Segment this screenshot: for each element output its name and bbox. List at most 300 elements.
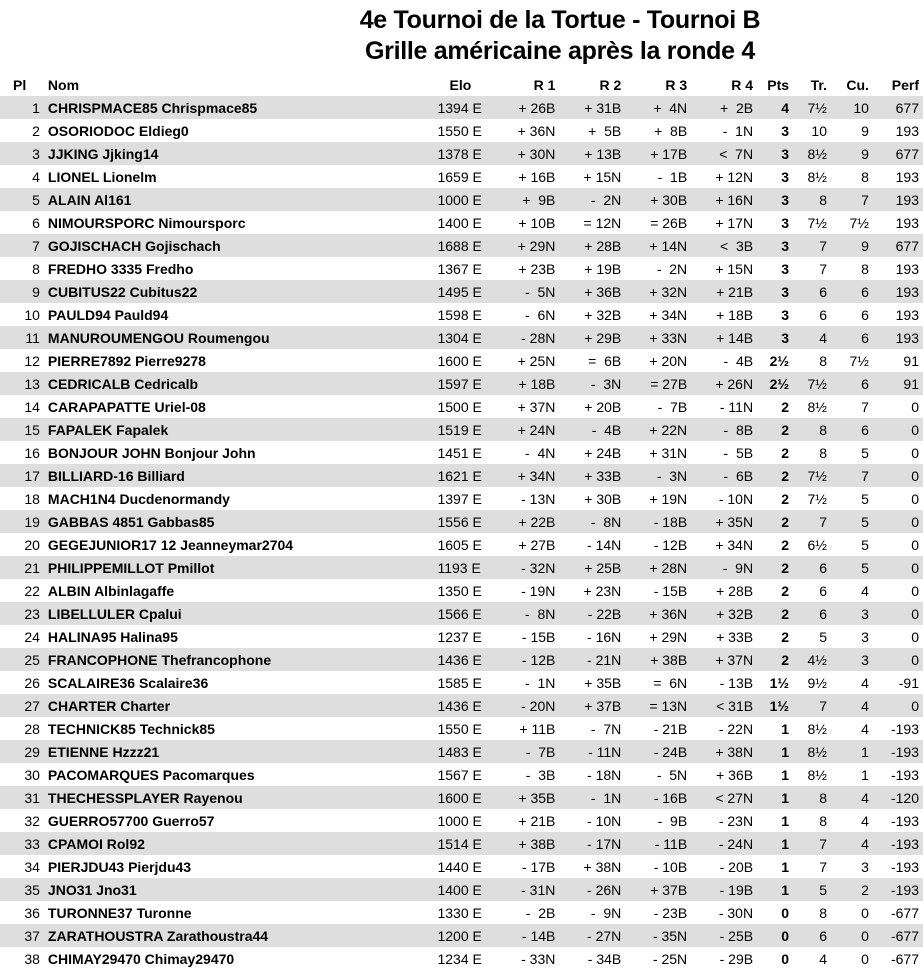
cell-pl: 14 xyxy=(24,398,40,415)
cell-pts: 2 xyxy=(781,536,790,553)
cell-elo: 1483 E xyxy=(437,740,499,763)
cell-r2: = 6B xyxy=(588,352,622,369)
cell-tr: 6 xyxy=(819,306,827,323)
cell-elo: 1200 E xyxy=(437,924,499,947)
cell-r1: - 28N xyxy=(499,326,557,349)
table-row xyxy=(0,556,923,579)
cell-pl: 8 xyxy=(32,260,40,277)
table-row xyxy=(0,303,923,326)
cell-pts: 0 xyxy=(781,950,790,967)
cell-elo: 1598 E xyxy=(437,306,482,323)
cell-r2: + 28B xyxy=(557,234,623,257)
cell-r1: - 4N xyxy=(525,444,556,461)
cell-r3: + 38B xyxy=(623,648,689,671)
cell-nom: TURONNE37 Turonne xyxy=(47,904,192,921)
cell-tr: 4 xyxy=(795,326,833,349)
cell-r2: - 14N xyxy=(587,536,622,553)
cell-pts: 2 xyxy=(781,490,790,507)
cell-pts: 0 xyxy=(781,904,790,921)
cell-cu: 8 xyxy=(861,168,869,185)
cell-tr: 7 xyxy=(819,858,827,875)
cell-elo: 1436 E xyxy=(437,648,499,671)
table-row xyxy=(0,694,923,717)
cell-elo: 1330 E xyxy=(437,904,482,921)
cell-r4: - 29B xyxy=(719,950,754,967)
cell-r1: + 21B xyxy=(518,812,556,829)
cell-perf: -193 xyxy=(890,720,919,737)
cell-cu: 5 xyxy=(861,444,869,461)
table-row xyxy=(0,418,923,441)
cell-nom: CHARTER Charter xyxy=(48,694,438,717)
cell-nom: GABBAS 4851 Gabbas85 xyxy=(48,510,438,533)
cell-perf: 193 xyxy=(879,188,923,211)
cell-r1: + 35B xyxy=(499,786,557,809)
cell-cu: 6 xyxy=(833,372,879,395)
cell-r4: - 25B xyxy=(689,924,755,947)
cell-elo: 1367 E xyxy=(437,260,482,277)
cell-nom: LIONEL Lionelm xyxy=(47,168,157,185)
cell-tr: 6 xyxy=(795,602,833,625)
cell-elo: 1556 E xyxy=(437,510,499,533)
cell-r1: + 24N xyxy=(499,418,557,441)
cell-r4: + 33B xyxy=(716,628,754,645)
cell-r3: + 14N xyxy=(623,234,689,257)
cell-elo: 1550 E xyxy=(437,720,482,737)
cell-nom: LIBELLULER Cpalui xyxy=(48,602,438,625)
table-row xyxy=(0,119,923,142)
cell-perf: 0 xyxy=(911,536,919,553)
cell-pl: 29 xyxy=(0,740,48,763)
cell-r3: - 25N xyxy=(652,950,688,967)
col-header-tr: Tr. xyxy=(810,76,827,93)
cell-elo: 1440 E xyxy=(437,858,482,875)
cell-r4: - 30N xyxy=(718,904,754,921)
cell-r2: + 24B xyxy=(584,444,622,461)
cell-r2: + 29B xyxy=(557,326,623,349)
cell-cu: 6 xyxy=(833,326,879,349)
col-header-cu: Cu. xyxy=(846,76,869,93)
cell-r2: + 23N xyxy=(583,582,622,599)
cell-r2: - 10N xyxy=(587,812,622,829)
cell-nom: CHRISPMACE85 Chrispmace85 xyxy=(48,96,438,119)
cell-pts: 2 xyxy=(781,398,790,415)
cell-r2: - 34B xyxy=(587,950,622,967)
cell-r2: - 2N xyxy=(557,188,623,211)
cell-pl: 27 xyxy=(0,694,48,717)
cell-r4: + 32B xyxy=(689,602,755,625)
cell-elo: 1600 E xyxy=(437,786,499,809)
cell-cu: 7½ xyxy=(849,352,869,369)
cell-r1: - 7B xyxy=(499,740,557,763)
cell-cu: 0 xyxy=(861,904,869,921)
cell-cu: 7 xyxy=(833,464,879,487)
cell-nom: CPAMOI Rol92 xyxy=(48,832,438,855)
cell-pts: 3 xyxy=(781,306,790,323)
cell-pl: 24 xyxy=(24,628,40,645)
cell-nom: PAULD94 Pauld94 xyxy=(47,306,169,323)
cell-r2: + 35B xyxy=(584,674,622,691)
cell-r3: - 2N xyxy=(656,260,688,277)
cell-r4: + 21B xyxy=(689,280,755,303)
cell-r1: - 20N xyxy=(499,694,557,717)
cell-r1: - 8N xyxy=(499,602,557,625)
cell-r2: - 4B xyxy=(557,418,623,441)
cell-r2: + 15N xyxy=(583,168,622,185)
cell-elo: 1688 E xyxy=(437,234,499,257)
cell-cu: 6 xyxy=(861,306,869,323)
cell-pl: 4 xyxy=(32,168,40,185)
cell-tr: 8 xyxy=(795,418,833,441)
cell-perf: 0 xyxy=(879,556,923,579)
col-header-pl: Pl xyxy=(13,76,27,93)
cell-pts: 2 xyxy=(781,628,790,645)
cell-nom: CEDRICALB Cedricalb xyxy=(48,372,438,395)
cell-tr: 6 xyxy=(795,556,833,579)
cell-tr: 8½ xyxy=(807,168,827,185)
cell-elo: 1350 E xyxy=(437,582,482,599)
table-row xyxy=(0,510,923,533)
cell-tr: 5 xyxy=(819,628,827,645)
cell-perf: -677 xyxy=(890,904,919,921)
cell-r1: - 15B xyxy=(521,628,556,645)
cell-cu: 4 xyxy=(833,694,879,717)
table-row xyxy=(0,878,923,901)
cell-r1: + 18B xyxy=(499,372,557,395)
cell-pl: 33 xyxy=(0,832,48,855)
cell-perf: 677 xyxy=(879,142,923,165)
cell-r2: + 31B xyxy=(557,96,623,119)
cell-tr: 8 xyxy=(819,444,827,461)
cell-r4: - 9N xyxy=(689,556,755,579)
cell-r1: + 10B xyxy=(518,214,556,231)
cell-r1: + 29N xyxy=(499,234,557,257)
table-row xyxy=(0,280,923,303)
cell-nom: MACH1N4 Ducdenormandy xyxy=(47,490,230,507)
cell-r1: - 19N xyxy=(521,582,556,599)
cell-r4: + 35N xyxy=(689,510,755,533)
cell-nom: HALINA95 Halina95 xyxy=(47,628,178,645)
cell-r4: + 18B xyxy=(716,306,754,323)
table-row xyxy=(0,533,923,556)
cell-r3: - 11B xyxy=(623,832,689,855)
cell-pl: 6 xyxy=(32,214,40,231)
table-row xyxy=(0,947,923,970)
cell-pts: 1 xyxy=(781,766,790,783)
cell-elo: 1397 E xyxy=(437,490,482,507)
cell-r4: + 38N xyxy=(689,740,755,763)
table-row xyxy=(0,464,923,487)
cell-cu: 4 xyxy=(861,674,869,691)
cell-r1: - 6N xyxy=(525,306,556,323)
cell-pl: 37 xyxy=(0,924,48,947)
cell-elo: 1378 E xyxy=(437,142,499,165)
cell-r1: - 12B xyxy=(499,648,557,671)
cell-r2: - 17N xyxy=(557,832,623,855)
cell-elo: 1400 E xyxy=(437,214,482,231)
cell-r3: + 29N xyxy=(649,628,688,645)
cell-perf: 0 xyxy=(879,464,923,487)
cell-pl: 28 xyxy=(24,720,40,737)
cell-tr: 6½ xyxy=(807,536,827,553)
cell-pl: 9 xyxy=(0,280,48,303)
cell-elo: 1451 E xyxy=(437,444,482,461)
cell-r3: + 37B xyxy=(623,878,689,901)
cell-pl: 3 xyxy=(0,142,48,165)
cell-perf: 677 xyxy=(879,96,923,119)
cell-cu: 9 xyxy=(833,234,879,257)
cell-cu: 7 xyxy=(861,398,869,415)
cell-tr: 7½ xyxy=(795,372,833,395)
cell-perf: 193 xyxy=(895,168,919,185)
cell-cu: 6 xyxy=(833,418,879,441)
cell-cu: 0 xyxy=(861,950,869,967)
cell-pl: 11 xyxy=(0,326,48,349)
cell-nom: CARAPAPATTE Uriel-08 xyxy=(47,398,206,415)
cell-pts: 3 xyxy=(755,326,795,349)
cell-elo: 1597 E xyxy=(437,372,499,395)
table-row xyxy=(0,602,923,625)
cell-r4: + 16N xyxy=(689,188,755,211)
cell-pts: 0 xyxy=(755,924,795,947)
cell-elo: 1400 E xyxy=(437,878,499,901)
cell-cu: 1 xyxy=(833,740,879,763)
cell-r4: - 1N xyxy=(722,122,754,139)
cell-pts: 2½ xyxy=(769,352,790,369)
cell-r2: + 37B xyxy=(557,694,623,717)
cell-elo: 1600 E xyxy=(437,352,482,369)
cell-r3: + 22N xyxy=(623,418,689,441)
cell-nom: CHIMAY29470 Chimay29470 xyxy=(47,950,235,967)
cell-tr: 7½ xyxy=(807,214,827,231)
cell-tr: 8½ xyxy=(807,720,827,737)
cell-perf: 91 xyxy=(903,352,919,369)
cell-r1: - 32N xyxy=(499,556,557,579)
cell-pts: 2 xyxy=(781,582,790,599)
cell-perf: 0 xyxy=(911,490,919,507)
cell-cu: 5 xyxy=(861,490,869,507)
cell-r4: + 36B xyxy=(716,766,754,783)
cell-pts: 1 xyxy=(781,720,790,737)
cell-perf: 0 xyxy=(911,582,919,599)
cell-r2: + 30B xyxy=(584,490,622,507)
cell-elo: 1237 E xyxy=(437,628,482,645)
cell-r4: < 7N xyxy=(689,142,755,165)
cell-r1: - 31N xyxy=(499,878,557,901)
cell-elo: 1514 E xyxy=(437,832,499,855)
cell-perf: -193 xyxy=(890,812,919,829)
cell-pl: 26 xyxy=(24,674,40,691)
cell-r1: + 11B xyxy=(519,720,556,737)
cell-tr: 7½ xyxy=(795,96,833,119)
table-row xyxy=(0,832,923,855)
cell-elo: 1000 E xyxy=(437,812,482,829)
cell-r2: + 5B xyxy=(588,122,622,139)
cell-r3: + 17B xyxy=(623,142,689,165)
cell-perf: 193 xyxy=(879,280,923,303)
cell-elo: 1585 E xyxy=(437,674,482,691)
cell-nom: ZARATHOUSTRA Zarathoustra44 xyxy=(48,924,438,947)
cell-r1: + 9B xyxy=(499,188,557,211)
cell-elo: 1567 E xyxy=(437,766,482,783)
cell-r4: + 34N xyxy=(715,536,754,553)
cell-r4: - 5B xyxy=(723,444,754,461)
table-row xyxy=(0,188,923,211)
cell-r2: + 13B xyxy=(557,142,623,165)
cell-cu: 3 xyxy=(861,628,869,645)
cell-r2: - 3N xyxy=(557,372,623,395)
cell-tr: 7½ xyxy=(795,464,833,487)
cell-pl: 30 xyxy=(24,766,40,783)
cell-r1: - 17B xyxy=(521,858,556,875)
cell-r3: + 8B xyxy=(654,122,688,139)
table-row xyxy=(0,487,923,510)
cell-r4: + 26N xyxy=(689,372,755,395)
cell-r1: + 27B xyxy=(518,536,556,553)
cell-cu: 9 xyxy=(833,142,879,165)
cell-r3: - 21B xyxy=(653,720,688,737)
cell-cu: 10 xyxy=(833,96,879,119)
cell-cu: 0 xyxy=(833,924,879,947)
cell-pts: 2 xyxy=(755,648,795,671)
cell-nom: PIERJDU43 Pierjdu43 xyxy=(47,858,192,875)
cell-pl: 7 xyxy=(0,234,48,257)
cell-pts: 2 xyxy=(755,556,795,579)
table-row xyxy=(0,142,923,165)
cell-r2: + 32B xyxy=(584,306,622,323)
cell-r1: + 25N xyxy=(517,352,556,369)
cell-elo: 1566 E xyxy=(437,602,499,625)
cell-r1: - 2B xyxy=(525,904,556,921)
cell-r4: - 10N xyxy=(718,490,754,507)
cell-tr: 7 xyxy=(795,234,833,257)
cell-pl: 20 xyxy=(24,536,40,553)
cell-perf: -193 xyxy=(879,832,923,855)
cell-tr: 7 xyxy=(819,260,827,277)
cell-cu: 6 xyxy=(833,280,879,303)
cell-tr: 7 xyxy=(795,510,833,533)
table-header-row xyxy=(0,73,923,96)
cell-cu: 2 xyxy=(833,878,879,901)
cell-perf: 193 xyxy=(895,214,919,231)
cell-r1: - 14B xyxy=(499,924,557,947)
table-row xyxy=(0,395,923,418)
cell-pts: 1 xyxy=(755,740,795,763)
cell-cu: 4 xyxy=(861,582,869,599)
cell-r4: + 17N xyxy=(715,214,754,231)
cell-perf: 0 xyxy=(879,694,923,717)
cell-pts: 2 xyxy=(755,464,795,487)
cell-perf: 193 xyxy=(895,122,919,139)
cell-r2: + 36B xyxy=(557,280,623,303)
cell-pl: 25 xyxy=(0,648,48,671)
cell-pts: 4 xyxy=(755,96,795,119)
cell-nom: TECHNICK85 Technick85 xyxy=(47,720,215,737)
cell-pl: 5 xyxy=(0,188,48,211)
cell-elo: 1436 E xyxy=(437,694,499,717)
cell-r1: + 36N xyxy=(517,122,556,139)
cell-perf: -120 xyxy=(879,786,923,809)
cell-tr: 8 xyxy=(795,188,833,211)
cell-perf: 193 xyxy=(895,306,919,323)
cell-pl: 22 xyxy=(24,582,40,599)
cell-tr: 9½ xyxy=(807,674,827,691)
table-row xyxy=(0,625,923,648)
cell-perf: 91 xyxy=(879,372,923,395)
cell-pl: 12 xyxy=(24,352,40,369)
cell-r2: - 22B xyxy=(557,602,623,625)
cell-elo: 1000 E xyxy=(437,188,499,211)
cell-nom: FREDHO 3335 Fredho xyxy=(47,260,194,277)
cell-nom: GOJISCHACH Gojischach xyxy=(48,234,438,257)
cell-r4: - 11N xyxy=(719,398,754,415)
table-row xyxy=(0,855,923,878)
cell-r3: + 4N xyxy=(623,96,689,119)
cell-pts: 2 xyxy=(755,510,795,533)
cell-nom: OSORIODOC Eldieg0 xyxy=(47,122,189,139)
cell-cu: 9 xyxy=(861,122,869,139)
cell-r3: - 16B xyxy=(623,786,689,809)
cell-r3: - 15B xyxy=(653,582,688,599)
cell-perf: 193 xyxy=(895,260,919,277)
cell-tr: 6 xyxy=(819,582,827,599)
cell-r4: - 24N xyxy=(689,832,755,855)
cell-r2: - 21N xyxy=(557,648,623,671)
cell-tr: 6 xyxy=(795,924,833,947)
cell-tr: 8½ xyxy=(795,142,833,165)
cell-r1: + 30N xyxy=(499,142,557,165)
cell-perf: -677 xyxy=(879,924,923,947)
cell-pl: 1 xyxy=(0,96,48,119)
cell-pl: 23 xyxy=(0,602,48,625)
cell-r1: - 3B xyxy=(525,766,556,783)
cell-r3: - 1B xyxy=(657,168,688,185)
cell-pts: 1 xyxy=(755,832,795,855)
table-row xyxy=(0,924,923,947)
cell-nom: THECHESSPLAYER Rayenou xyxy=(48,786,438,809)
cell-pts: 1 xyxy=(755,878,795,901)
cell-perf: 0 xyxy=(911,398,919,415)
cell-pts: 3 xyxy=(781,122,790,139)
cell-nom: PACOMARQUES Pacomarques xyxy=(47,766,255,783)
col-header-r2: R 2 xyxy=(599,76,622,93)
cell-r3: + 31N xyxy=(649,444,688,461)
cell-r4: - 8B xyxy=(689,418,755,441)
table-row xyxy=(0,326,923,349)
cell-perf: -91 xyxy=(898,674,919,691)
cell-r2: - 1N xyxy=(557,786,623,809)
cell-elo: 1550 E xyxy=(437,122,482,139)
cell-r4: + 37N xyxy=(689,648,755,671)
cell-r3: = 13N xyxy=(623,694,689,717)
cell-pl: 32 xyxy=(24,812,40,829)
cell-elo: 1500 E xyxy=(437,398,482,415)
cell-nom: JJKING Jjking14 xyxy=(48,142,438,165)
cell-r2: - 7N xyxy=(590,720,622,737)
cell-r4: + 12N xyxy=(715,168,754,185)
cell-pts: 2 xyxy=(781,444,790,461)
cell-nom: ETIENNE Hzzz21 xyxy=(48,740,438,763)
cell-r3: + 32N xyxy=(623,280,689,303)
cell-elo: 1495 E xyxy=(437,280,499,303)
cell-r2: + 25B xyxy=(557,556,623,579)
page-title: 4e Tournoi de la Tortue - Tournoi B xyxy=(359,6,761,34)
cell-tr: 8 xyxy=(819,352,827,369)
cell-elo: 1621 E xyxy=(437,464,499,487)
cell-tr: 8 xyxy=(819,904,827,921)
cell-pts: 3 xyxy=(755,188,795,211)
cell-elo: 1519 E xyxy=(437,418,499,441)
cell-r3: - 5N xyxy=(656,766,688,783)
